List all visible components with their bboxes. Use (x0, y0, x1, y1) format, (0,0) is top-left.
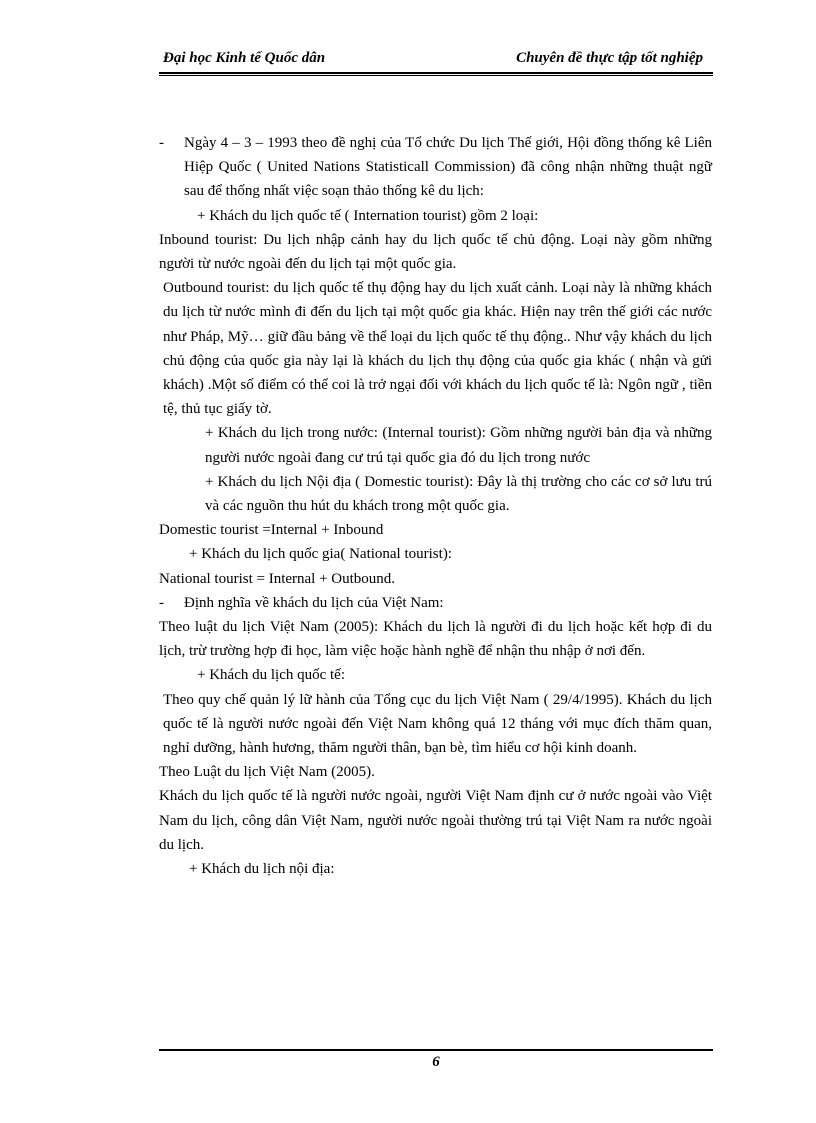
paragraph-text: Định nghĩa về khách du lịch của Việt Nam: (184, 594, 444, 611)
header-rule-thin (159, 75, 713, 76)
dash-marker: - (159, 594, 164, 611)
paragraph-text: Ngày 4 – 3 – 1993 theo đề nghị của Tổ chức Du lịch Thế giới, Hội đồng thống kê Liên Hiệp Quốc ( United Nations Statisticall Commission) đã công nhận những thuật ngữ sau để thống nhất việc soạn thảo thống kê du lịch: (184, 135, 712, 200)
paragraph-domestic-formula: Domestic tourist =Internal + Inbound (159, 522, 384, 539)
paragraph-national-tourist: + Khách du lịch quốc gia( National tourist): (189, 546, 452, 563)
paragraph-international-definition: Khách du lịch quốc tế là người nước ngoài, người Việt Nam định cư ở nước ngoài vào Việt Nam du lịch, công dân Việt Nam, người nước ngoài thường trú tại Việt Nam ra nước ngoài du lịch. (159, 788, 712, 853)
paragraph-national-formula: National tourist = Internal + Outbound. (159, 570, 396, 587)
paragraph-international-tourist: + Khách du lịch quốc tế ( Internation tourist) gồm 2 loại: (197, 207, 539, 224)
footer-rule (159, 1049, 713, 1051)
header-university: Đại học Kinh tế Quốc dân (163, 50, 326, 66)
paragraph-law-2005: Theo Luật du lịch Việt Nam (2005). (159, 764, 375, 781)
paragraph-domestic-heading: + Khách du lịch nội địa: (189, 861, 335, 878)
paragraph-inbound: Inbound tourist: Du lịch nhập cảnh hay du lịch quốc tế chủ động. Loại này gồm những người từ nước ngoài đến du lịch tại một quốc gia. (159, 231, 712, 273)
dash-marker: - (159, 135, 164, 151)
page-header (159, 50, 713, 72)
header-rule (159, 72, 713, 74)
paragraph-domestic-tourist: + Khách du lịch Nội địa ( Domestic tourist): Đây là thị trường cho các cơ sở lưu trú và các nguồn thu hút du khách trong một quốc gia. (205, 473, 712, 515)
header-report-title: Chuyên đề thực tập tốt nghiệp (516, 50, 703, 66)
paragraph-internal-tourist: + Khách du lịch trong nước: (Internal tourist): Gồm những người bản địa và những người nước ngoài đang cư trú tại quốc gia đó du lịch trong nước (205, 425, 712, 466)
paragraph-international-heading: + Khách du lịch quốc tế: (197, 667, 346, 684)
paragraph-outbound: Outbound tourist: du lịch quốc tế thụ động hay du lịch xuất cảnh. Loại này là những khách du lịch từ nước mình đi đến du lịch tại một quốc gia khác. Hiện nay trên thế giới các nước như Pháp, Mỹ… giữ đầu bảng về thể loại du lịch quốc tế thụ động.. Như vậy khách du lịch chủ động của quốc gia này lại là khách du lịch thụ động của quốc gia khác ( nhận và gửi khách) .Một số điểm có thể coi là trở ngại đối với khách du lịch quốc tế là: Ngôn ngữ , tiền tệ, thủ tục giấy tờ. (163, 280, 712, 418)
paragraph-law-definition: Theo luật du lịch Việt Nam (2005): Khách du lịch là người đi du lịch hoặc kết hợp đi du lịch, trừ trường hợp đi học, làm việc hoặc hành nghề để nhận thu nhập ở nơi đến. (159, 619, 712, 660)
paragraph-bullet-2 (159, 591, 712, 615)
document-body (159, 131, 712, 881)
paragraph-bullet-1 (159, 131, 712, 204)
page-number: 6 (432, 1054, 440, 1070)
paragraph-regulation: Theo quy chế quản lý lữ hành của Tổng cục du lịch Việt Nam ( 29/4/1995). Khách du lịch quốc tế là người nước ngoài đến Việt Nam không quá 12 tháng với mục đích thăm quan, nghỉ dưỡng, hành hương, thăm người thân, bạn bè, tìm hiểu cơ hội kinh doanh. (163, 691, 712, 757)
